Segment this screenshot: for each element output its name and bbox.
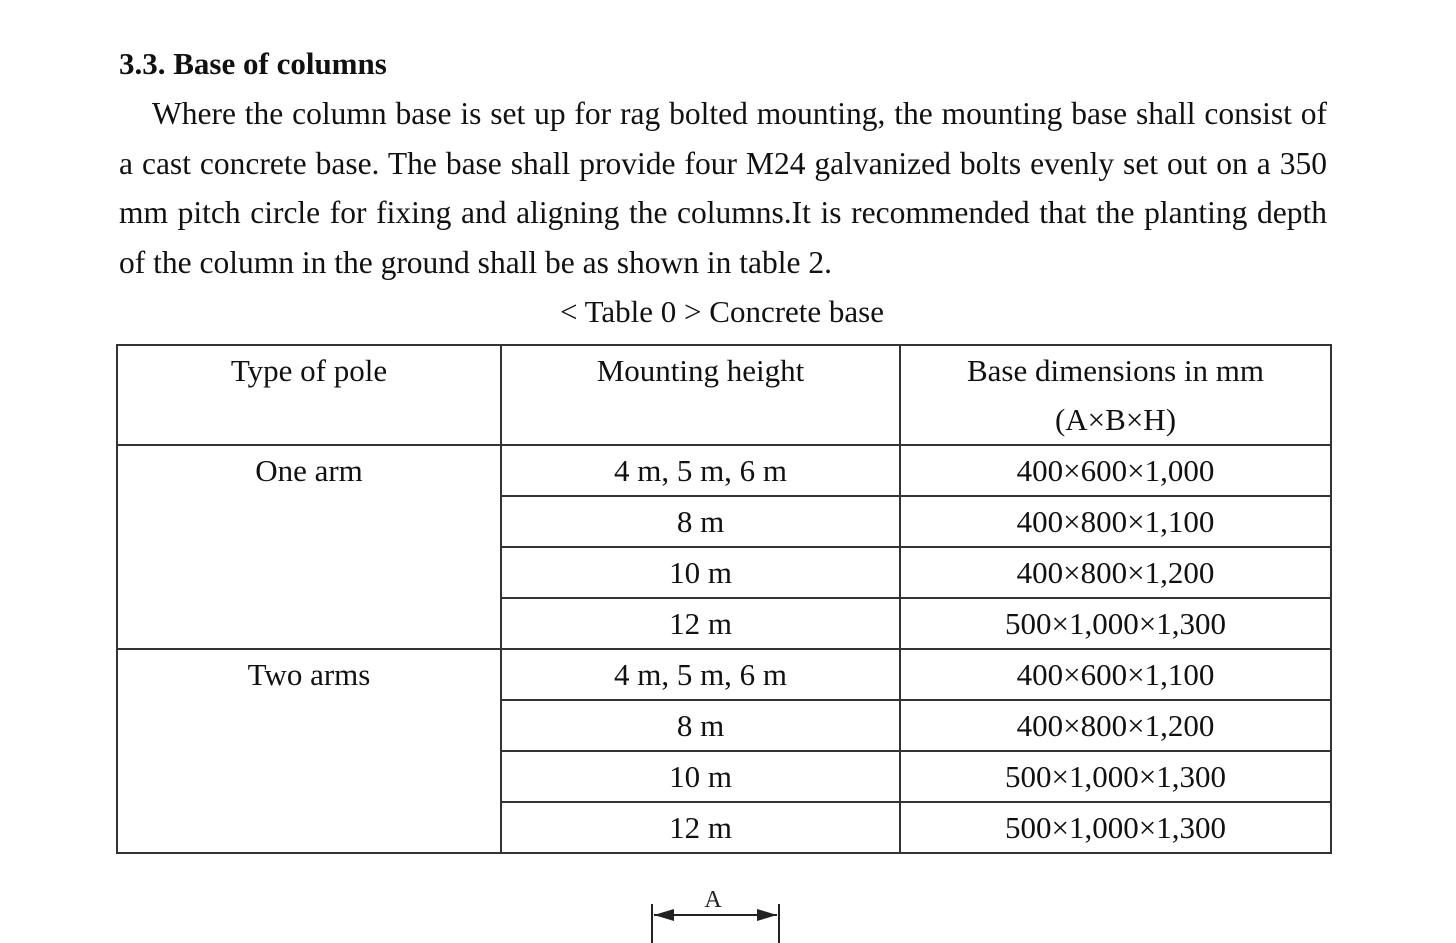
mounting-height-cell: 10 m — [501, 751, 900, 802]
mounting-height-cell: 12 m — [501, 802, 900, 853]
dimension-arrow-right — [757, 909, 777, 921]
base-dimensions-cell: 500×1,000×1,300 — [900, 598, 1331, 649]
body-paragraph: Where the column base is set up for rag bolted mounting, the mounting base shall consist of a cast concrete base. The base shall provide four M24 galvanized bolts evenly set out on a 350 mm pitch circle for fixing and aligning the columns.It is recommended that the planting depth of the column in the ground shall be as shown in table 2. — [119, 96, 1327, 280]
table-header-row — [117, 345, 1331, 445]
header-dims-line2: (A×B×H) — [1054, 402, 1177, 437]
pole-type-cell: Two arms — [117, 649, 501, 853]
mounting-height-cell: 8 m — [501, 496, 900, 547]
base-dimensions-cell: 400×800×1,100 — [900, 496, 1331, 547]
table-row — [117, 445, 1331, 496]
pole-type-cell: One arm — [117, 445, 501, 649]
header-mounting-height: Mounting height — [501, 345, 900, 445]
base-dimensions-cell: 400×600×1,100 — [900, 649, 1331, 700]
mounting-height-cell: 10 m — [501, 547, 900, 598]
header-dims-line1: Base dimensions in mm — [966, 353, 1265, 388]
dimension-arrow-left — [654, 909, 674, 921]
mounting-height-cell: 8 m — [501, 700, 900, 751]
base-dimensions-cell: 500×1,000×1,300 — [900, 751, 1331, 802]
dimension-label: A — [704, 887, 722, 913]
mounting-height-cell: 4 m, 5 m, 6 m — [501, 445, 900, 496]
table-row — [117, 649, 1331, 700]
header-base-dimensions — [900, 345, 1331, 445]
table-caption: < Table 0 > Concrete base — [559, 294, 885, 329]
header-type-of-pole: Type of pole — [117, 345, 501, 445]
dimension-diagram — [640, 880, 800, 943]
section-heading: 3.3. Base of columns — [119, 46, 387, 81]
mounting-height-cell: 4 m, 5 m, 6 m — [501, 649, 900, 700]
base-dimensions-cell: 500×1,000×1,300 — [900, 802, 1331, 853]
base-dimensions-cell: 400×800×1,200 — [900, 700, 1331, 751]
mounting-height-cell: 12 m — [501, 598, 900, 649]
base-dimensions-cell: 400×800×1,200 — [900, 547, 1331, 598]
base-dimensions-cell: 400×600×1,000 — [900, 445, 1331, 496]
concrete-base-table — [116, 344, 1332, 854]
